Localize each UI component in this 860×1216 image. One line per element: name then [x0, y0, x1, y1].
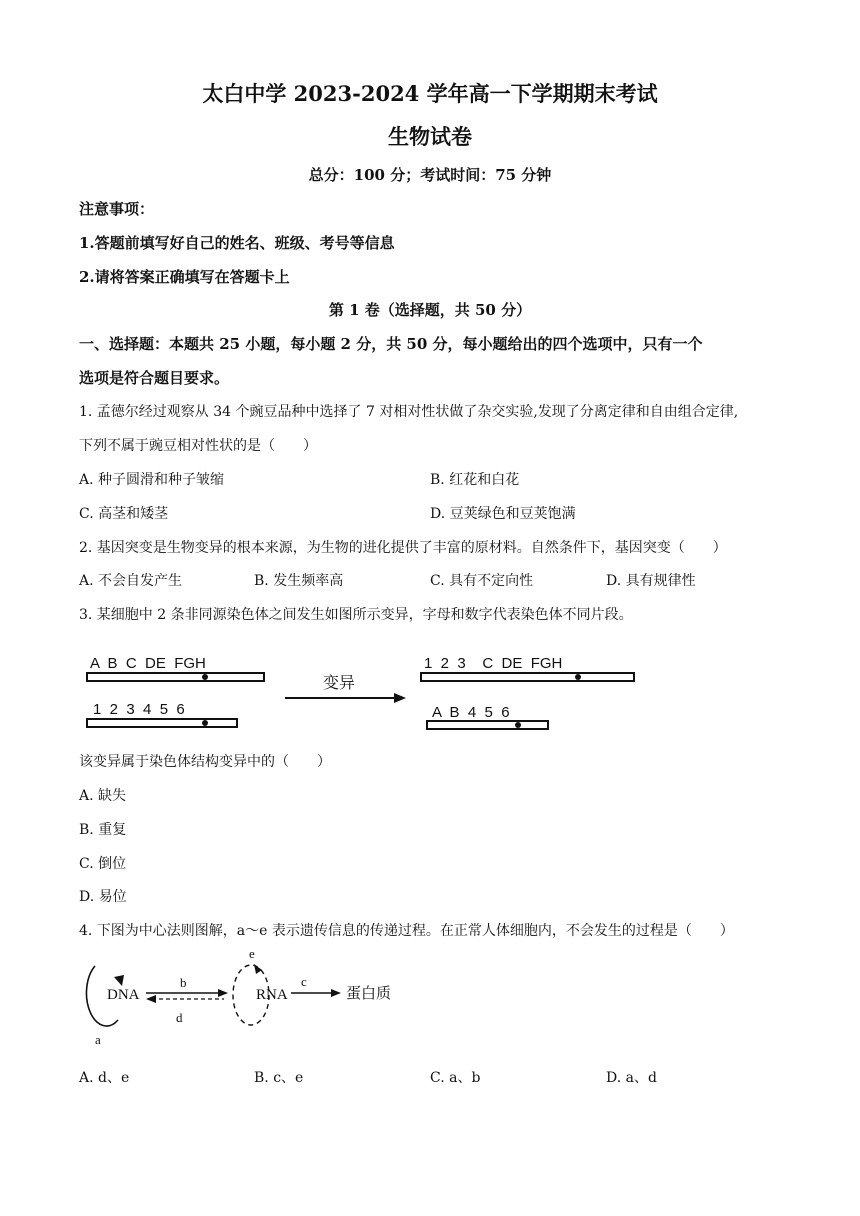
reverse-transcription-arrowhead	[146, 995, 156, 1003]
chrom-after-bottom-label: A B 4 5 6	[432, 704, 510, 721]
chrom-before-bottom-centromere	[202, 720, 208, 726]
q2-stem: 2. 基因突变是生物变异的根本来源，为生物的进化提供了丰富的原材料。自然条件下，基因突变（ ）	[79, 540, 727, 556]
q1-option-b: B. 红花和白花	[430, 472, 520, 488]
chrom-after-top-label: 1 2 3 C DE FGH	[424, 655, 563, 672]
note-item-1: 1.答题前填写好自己的姓名、班级、考号等信息	[79, 234, 395, 252]
chrom-arrow-head	[394, 693, 406, 703]
chrom-before-bottom-label: 1 2 3 4 5 6	[93, 701, 185, 718]
dna-loop-arrowhead	[114, 975, 124, 986]
q3-option-c: C. 倒位	[79, 856, 127, 872]
rna-label: RNA	[256, 987, 288, 1003]
label-c: c	[301, 974, 307, 989]
notes-heading: 注意事项：	[79, 200, 155, 218]
q2-option-d: D. 具有规律性	[606, 573, 696, 589]
chrom-arrow-label: 变异	[323, 675, 356, 692]
exam-title: 太白中学 2023-2024 学年高一下学期期末考试	[202, 81, 658, 106]
q1-stem-line1: 1. 孟德尔经过观察从 34 个豌豆品种中选择了 7 对相对性状做了杂交实验,发现了分离定律和自由组合定律,	[79, 404, 739, 420]
transcription-arrowhead	[218, 989, 228, 997]
translation-arrowhead	[331, 989, 341, 997]
q4-option-c: C. a、b	[430, 1070, 481, 1086]
central-dogma-figure	[86, 946, 391, 1047]
chrom-before-bottom-bar	[87, 719, 237, 727]
label-a: a	[95, 1032, 101, 1047]
rna-loop-arrowhead	[254, 964, 262, 974]
score-info: 总分：100 分；考试时间：75 分钟	[308, 166, 552, 184]
chromosome-figure	[87, 655, 634, 729]
chrom-before-top-centromere	[202, 674, 208, 680]
q4-option-a: A. d、e	[79, 1070, 130, 1086]
part1-heading: 第 1 卷（选择题，共 50 分）	[328, 301, 532, 319]
chrom-after-top-bar	[421, 673, 634, 681]
q4-option-d: D. a、d	[606, 1070, 657, 1086]
label-d: d	[176, 1010, 183, 1025]
q1-option-d: D. 豆荚绿色和豆荚饱满	[430, 506, 576, 522]
section1-instructions-line2: 选项是符合题目要求。	[79, 369, 230, 387]
q1-stem-line2: 下列不属于豌豆相对性状的是（ ）	[79, 438, 317, 454]
q3-stem-line1: 3. 某细胞中 2 条非同源染色体之间发生如图所示变异，字母和数字代表染色体不同片段。	[79, 607, 633, 623]
q4-stem: 4. 下图为中心法则图解，a～e 表示遗传信息的传递过程。在正常人体细胞内，不会发生的过程是（ ）	[79, 923, 734, 939]
q2-option-a: A. 不会自发产生	[79, 573, 183, 589]
chrom-after-bottom-bar	[427, 721, 548, 729]
chrom-after-top-centromere	[575, 674, 581, 680]
q1-option-a: A. 种子圆滑和种子皱缩	[79, 472, 225, 488]
chrom-after-bottom-centromere	[515, 722, 521, 728]
q1-option-c: C. 高茎和矮茎	[79, 506, 169, 522]
q3-option-a: A. 缺失	[79, 788, 127, 804]
section1-instructions-line1: 一、选择题：本题共 25 小题，每小题 2 分，共 50 分，每小题给出的四个选项中，只有一个	[79, 335, 703, 353]
note-item-2: 2.请将答案正确填写在答题卡上	[79, 268, 290, 286]
chrom-before-top-bar	[87, 673, 264, 681]
label-e: e	[249, 946, 255, 961]
q3-stem-line2: 该变异属于染色体结构变异中的（ ）	[79, 754, 331, 770]
q4-option-b: B. c、e	[254, 1070, 304, 1086]
q2-option-c: C. 具有不定向性	[430, 573, 534, 589]
q3-option-d: D. 易位	[79, 889, 127, 905]
chrom-before-top-label: A B C DE FGH	[90, 655, 206, 672]
label-b: b	[180, 975, 187, 990]
subject-title: 生物试卷	[388, 124, 472, 149]
protein-label: 蛋白质	[346, 984, 392, 1002]
q3-option-b: B. 重复	[79, 822, 127, 838]
dna-label: DNA	[107, 987, 140, 1003]
q2-option-b: B. 发生频率高	[254, 573, 344, 589]
